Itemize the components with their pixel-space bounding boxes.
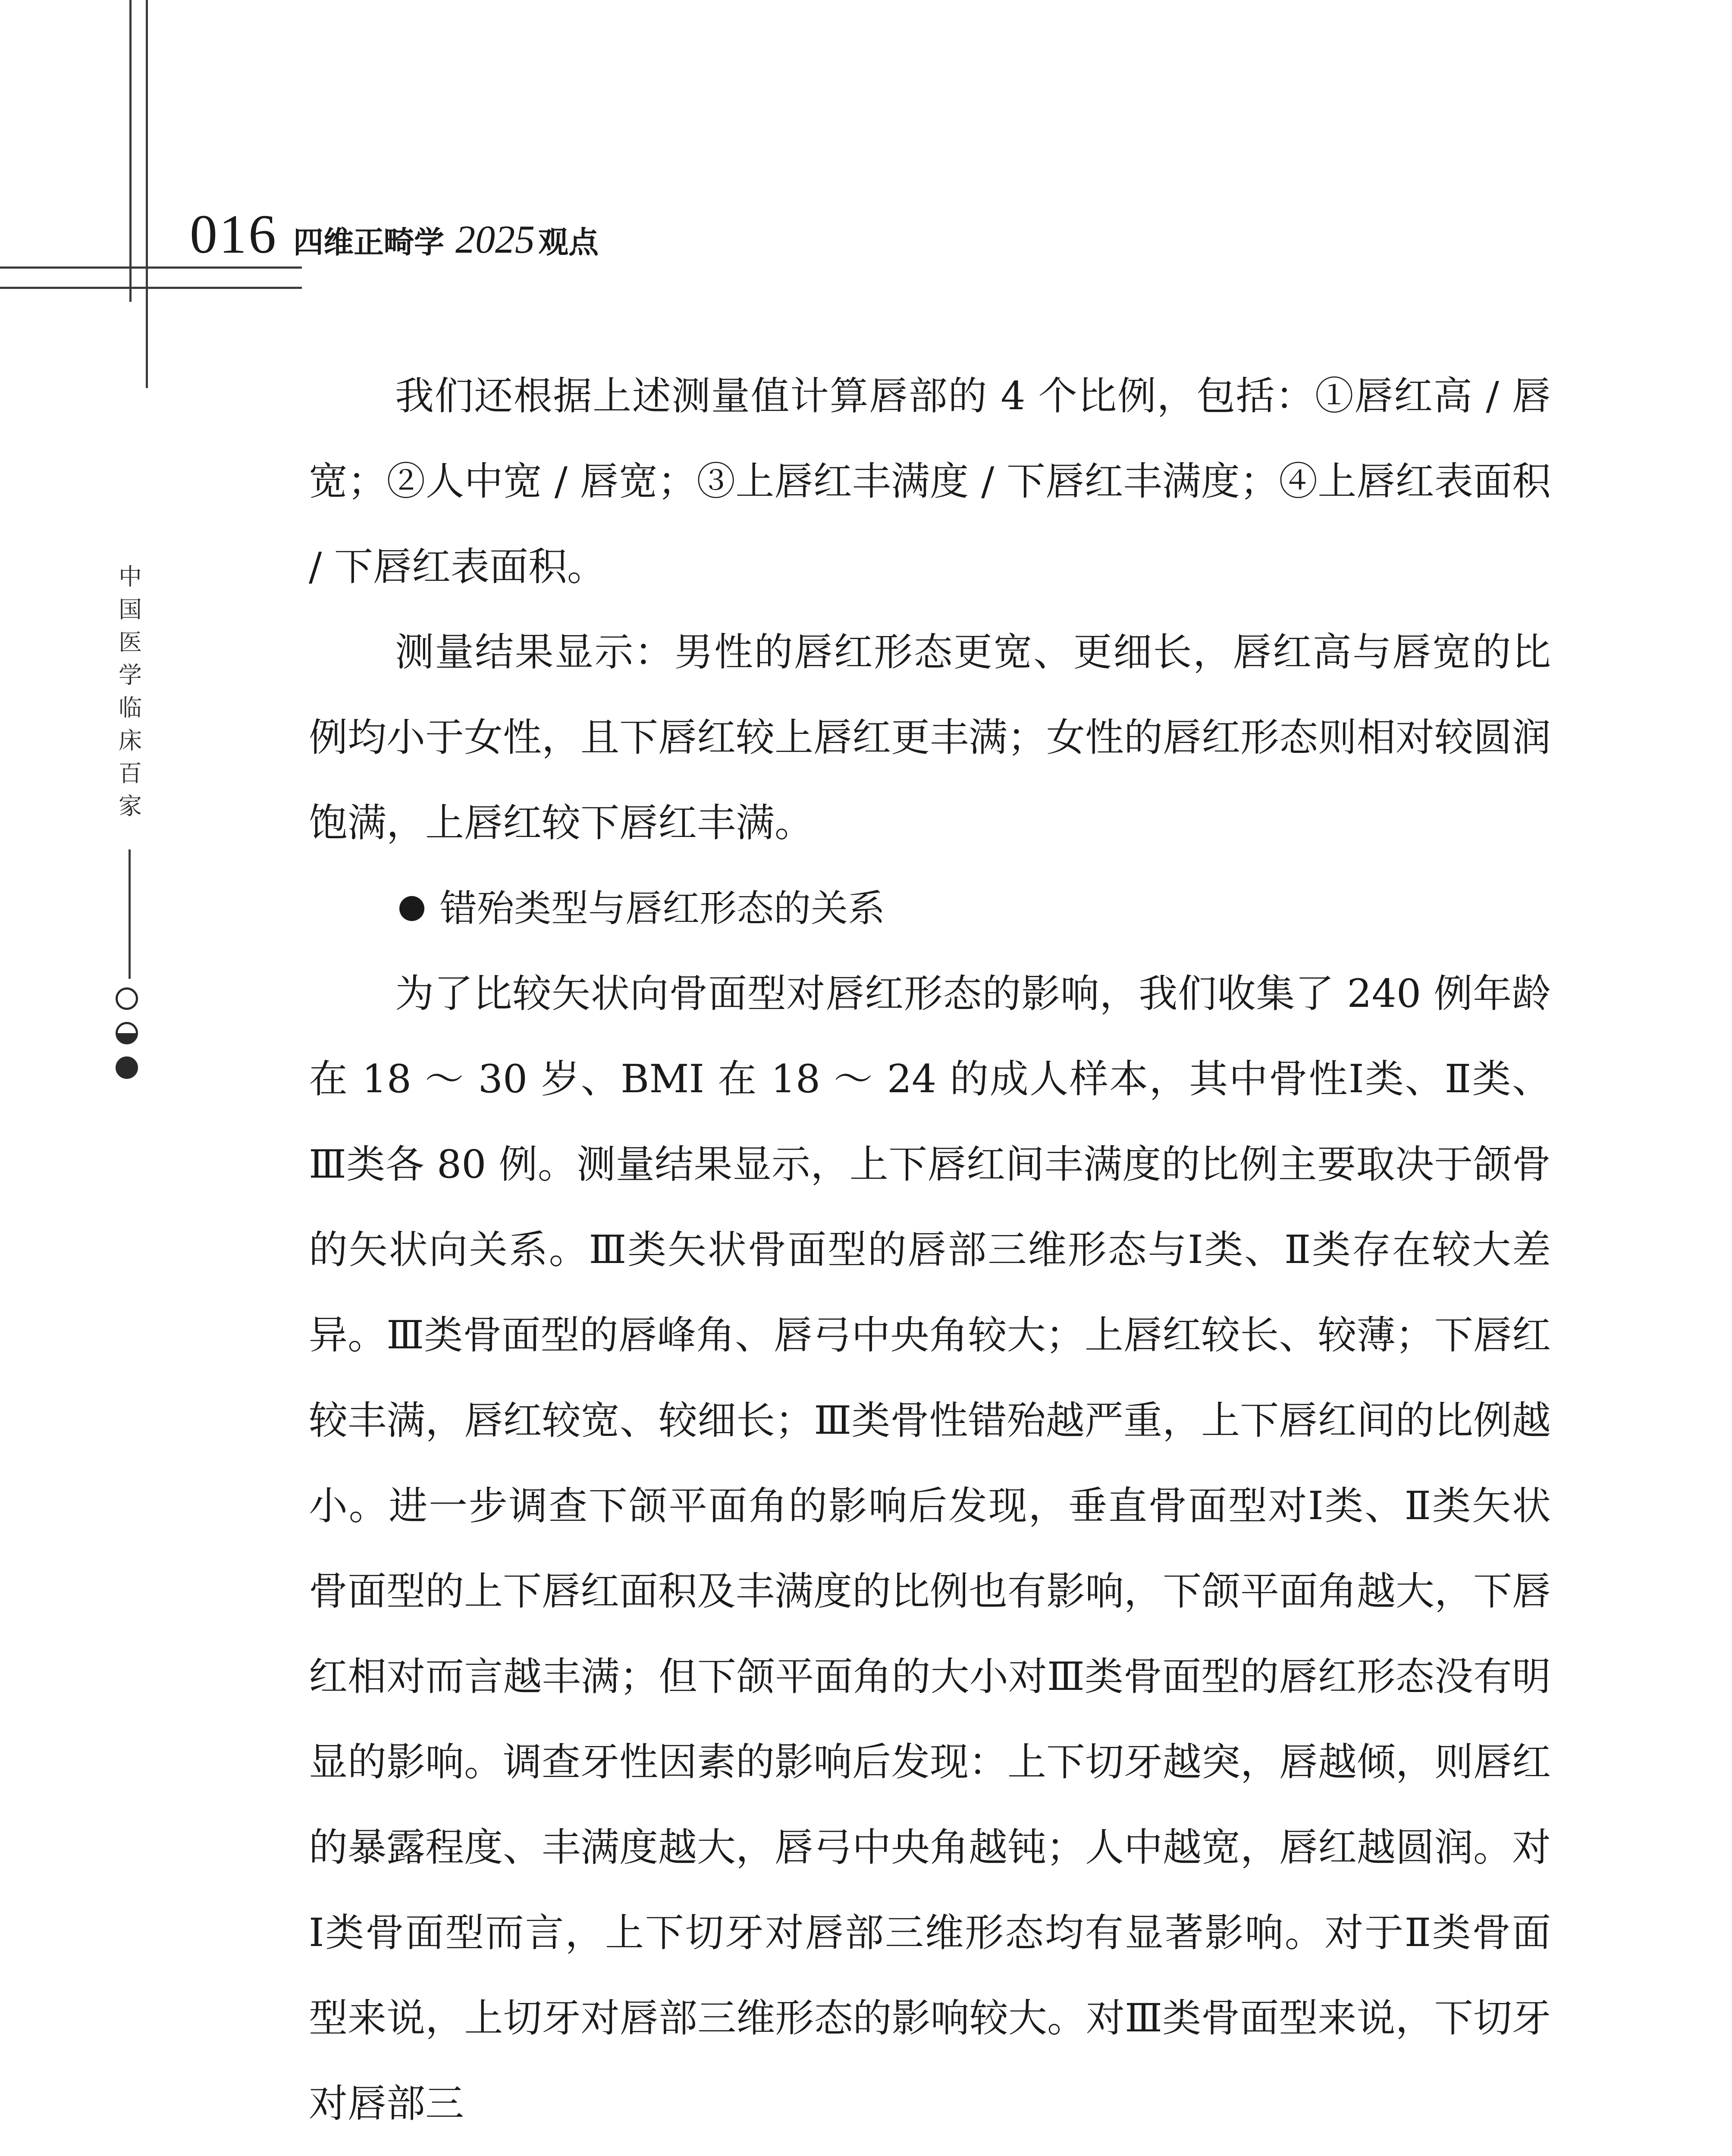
paragraph-measurement-results: 测量结果显示：男性的唇红形态更宽、更细长，唇红高与唇宽的比例均小于女性，且下唇红较上唇红更丰满；女性的唇红形态则相对较圆润饱满，上唇红较下唇红丰满。: [309, 630, 1551, 846]
half-circle-icon: [116, 1022, 138, 1044]
filled-circle-icon: [116, 1056, 138, 1079]
frame-vertical-line-outer: [129, 0, 132, 302]
empty-circle-icon: [116, 987, 138, 1010]
section-heading-text: 错殆类型与唇红形态的关系: [440, 887, 885, 930]
book-year: 2025: [455, 217, 535, 261]
body-text: [309, 354, 1551, 2147]
book-title-suffix: 观点: [538, 225, 599, 260]
section-heading: [309, 866, 1551, 951]
page-number: 016: [190, 204, 278, 265]
book-title: 四维正畸学: [293, 225, 444, 260]
series-label: 中国医学临床百家: [119, 563, 142, 820]
paragraph-lip-ratios: 我们还根据上述测量值计算唇部的 4 个比例，包括：①唇红高 / 唇宽；②人中宽 / 唇宽；③上唇红丰满度 / 下唇红丰满度；④上唇红表面积 / 下唇红表面积。: [309, 373, 1551, 589]
bullet-icon: [399, 896, 424, 921]
frame-horizontal-line-bottom: [0, 287, 302, 289]
series-divider-line: [129, 849, 131, 979]
running-header: [190, 203, 599, 272]
paragraph-sagittal-study: 为了比较矢状向骨面型对唇红形态的影响，我们收集了 240 例年龄在 18 ～ 30 岁、BMI 在 18 ～ 24 的成人样本，其中骨性Ⅰ类、Ⅱ类、Ⅲ类各 80 例。测量结果显示，上下唇红间丰满度的比例主要取决于颌骨的矢状向关系。Ⅲ类矢状骨面型的唇部三维形态与Ⅰ类、Ⅱ类存在较大差异。Ⅲ类骨面型的唇峰角、唇弓中央角较大；上唇红较长、较薄；下唇红较丰满，唇红较宽、较细长；Ⅲ类骨性错殆越严重，上下唇红间的比例越小。进一步调查下颌平面角的影响后发现，垂直骨面型对Ⅰ类、Ⅱ类矢状骨面型的上下唇红面积及丰满度的比例也有影响，下颌平面角越大，下唇红相对而言越丰满；但下颌平面角的大小对Ⅲ类骨面型的唇红形态没有明显的影响。调查牙性因素的影响后发现：上下切牙越突，唇越倾，则唇红的暴露程度、丰满度越大，唇弓中央角越钝；人中越宽，唇红越圆润。对Ⅰ类骨面型而言，上下切牙对唇部三维形态均有显著影响。对于Ⅱ类骨面型来说，上切牙对唇部三维形态的影响较大。对Ⅲ类骨面型来说，下切牙对唇部三: [309, 971, 1551, 2126]
frame-vertical-line-inner: [146, 0, 148, 388]
